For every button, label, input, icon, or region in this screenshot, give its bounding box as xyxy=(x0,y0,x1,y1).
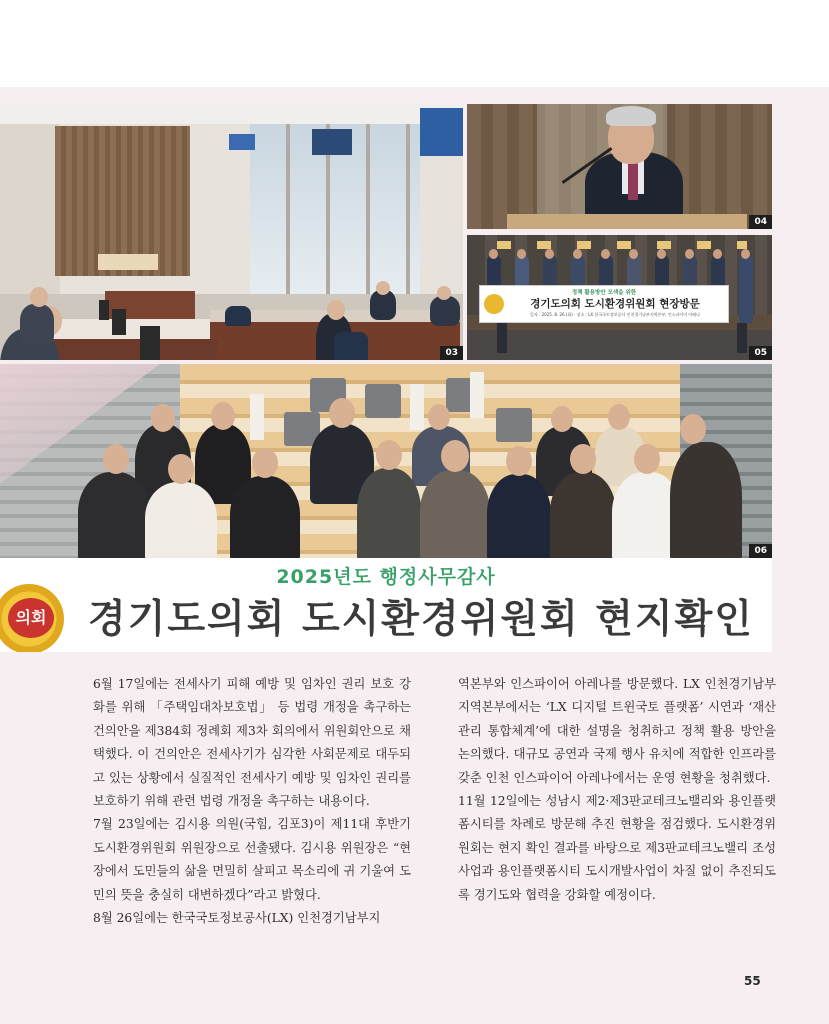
person-head xyxy=(151,404,175,432)
page-number: 55 xyxy=(744,974,761,988)
floor xyxy=(467,330,772,360)
article-paragraph: 8월 26일에는 한국국토정보공사(LX) 인천경기남부지 xyxy=(93,911,381,926)
person-head xyxy=(30,287,48,307)
person-head xyxy=(517,249,526,259)
person-head xyxy=(741,249,750,259)
display-screen xyxy=(312,129,352,155)
council-seal-icon xyxy=(484,294,504,314)
person-head xyxy=(573,249,582,259)
person-head xyxy=(506,446,532,476)
pillar xyxy=(250,394,264,440)
photo-number: 04 xyxy=(749,215,772,229)
person xyxy=(230,476,300,558)
person xyxy=(739,255,753,323)
person-head xyxy=(437,286,451,300)
photo-number: 03 xyxy=(440,346,463,360)
person-head xyxy=(680,414,706,444)
visit-banner xyxy=(479,285,729,323)
banner-main-text: 경기도의회 도시환경위원회 현장방문 xyxy=(530,298,700,310)
council-nameplate xyxy=(98,254,158,270)
display-screen xyxy=(420,108,463,156)
council-seal-label: 의회 xyxy=(8,598,54,638)
person xyxy=(357,468,421,558)
person-head xyxy=(428,404,450,430)
person xyxy=(20,304,54,344)
office-chair xyxy=(225,306,251,326)
pillar xyxy=(470,372,484,418)
person-head xyxy=(376,440,402,470)
person-head xyxy=(570,444,596,474)
speaker-box xyxy=(365,384,401,418)
person-head xyxy=(327,300,345,320)
person-head xyxy=(657,249,666,259)
ceiling xyxy=(0,104,463,124)
photo-group-banner xyxy=(467,235,772,360)
monitor xyxy=(140,326,160,360)
person-head xyxy=(329,398,355,428)
person-legs xyxy=(737,323,747,353)
ceiling-lights xyxy=(497,241,747,249)
article-paragraph: 역본부와 인스파이어 아레나를 방문했다. LX 인천경기남부지역본부에서는 ‘LX 디지털 트윈국토 플랫폼’ 시연과 ‘재산 관리 통합체계’에 대한 설명을 청취하고 정책 활용 방안을 논의했다. 대규모 공연과 국제 행사 유치에 적합한 인프라를 갖춘 인천 인스파이어 아레나에서는 운영 현황을 청취했다. xyxy=(458,677,776,785)
person-head xyxy=(629,249,638,259)
person-head xyxy=(601,249,610,259)
person-head xyxy=(441,440,469,472)
person xyxy=(78,472,150,558)
speaker-hair xyxy=(606,106,656,126)
person-head xyxy=(545,249,554,259)
person xyxy=(487,474,551,558)
podium xyxy=(507,214,747,229)
person-head xyxy=(608,404,630,430)
person-head xyxy=(685,249,694,259)
article-column-right xyxy=(458,673,776,907)
monitor xyxy=(99,300,109,320)
person-head xyxy=(252,448,278,478)
person-head xyxy=(713,249,722,259)
person xyxy=(670,442,742,558)
photo-number: 05 xyxy=(749,346,772,360)
banner-sub-text: 일자 : 2025. 8. 26.(화) · 장소 : LX 한국국토정보공사 인천경기남부지역본부, 인스파이어 아레나 xyxy=(530,312,700,317)
person xyxy=(420,470,490,558)
speaker-tie xyxy=(628,160,638,200)
person xyxy=(145,482,217,558)
article-paragraph: 11월 12일에는 성남시 제2·제3판교테크노밸리와 용인플랫폼시티를 차례로 방문해 추진 현황을 점검했다. 도시환경위원회는 현지 확인 결과를 바탕으로 제3판교테크노밸리 조성사업과 용인플랫폼시티 도시개발사업이 차질 없이 추진되도록 경기도와 협력을 강화할 예정이다. xyxy=(458,794,776,902)
display-screen xyxy=(229,134,255,150)
person-head xyxy=(376,281,390,295)
person-head xyxy=(211,402,235,430)
article-paragraph: 7월 23일에는 김시용 의원(국힘, 김포3)이 제11대 후반기 도시환경위원회 위원장으로 선출됐다. 김시용 위원장은 “현장에서 도민들의 삶을 면밀히 살피고 목소리에 귀 기울여 도민의 뜻을 충실히 대변하겠다”라고 밝혔다. xyxy=(93,817,411,902)
person-legs xyxy=(497,323,507,353)
photo-group-stairs xyxy=(0,364,772,558)
person xyxy=(430,296,460,326)
banner-subtitle: 2025년도 행정사무감사 xyxy=(276,566,496,588)
person-head xyxy=(168,454,194,484)
person-head xyxy=(103,444,129,474)
page-top-margin xyxy=(0,0,829,87)
person-head xyxy=(634,444,660,474)
pillar xyxy=(410,384,424,430)
person-head xyxy=(551,406,573,432)
article-paragraph: 6월 17일에는 전세사기 피해 예방 및 임차인 권리 보호 강화를 위해 「주택임대차보호법」 등 법령 개정을 촉구하는 건의안을 제384회 정례회 제3차 회의에서 위원회안으로 채택했다. 이 건의안은 전세사기가 심각한 사회문제로 대두되고 있는 상황에서 실질적인 전세사기 예방 및 임차인 권리를 보호하기 위해 관련 법령 개정을 촉구하는 내용이다. xyxy=(93,677,411,809)
speaker-box xyxy=(496,408,532,442)
photo-number: 06 xyxy=(749,544,772,558)
article-column-left xyxy=(93,673,411,930)
person xyxy=(550,472,616,558)
wall xyxy=(0,124,60,299)
banner-title: 경기도의회 도시환경위원회 현지확인 xyxy=(88,597,754,642)
banner-top-text: 정책 활용방안 모색을 위한 xyxy=(571,290,637,296)
person-head xyxy=(489,249,498,259)
inspection-banner xyxy=(0,558,772,652)
monitor xyxy=(112,309,126,335)
photo-committee-meeting xyxy=(0,104,463,360)
office-chair xyxy=(334,332,368,360)
photo-speaker-podium xyxy=(467,104,772,229)
